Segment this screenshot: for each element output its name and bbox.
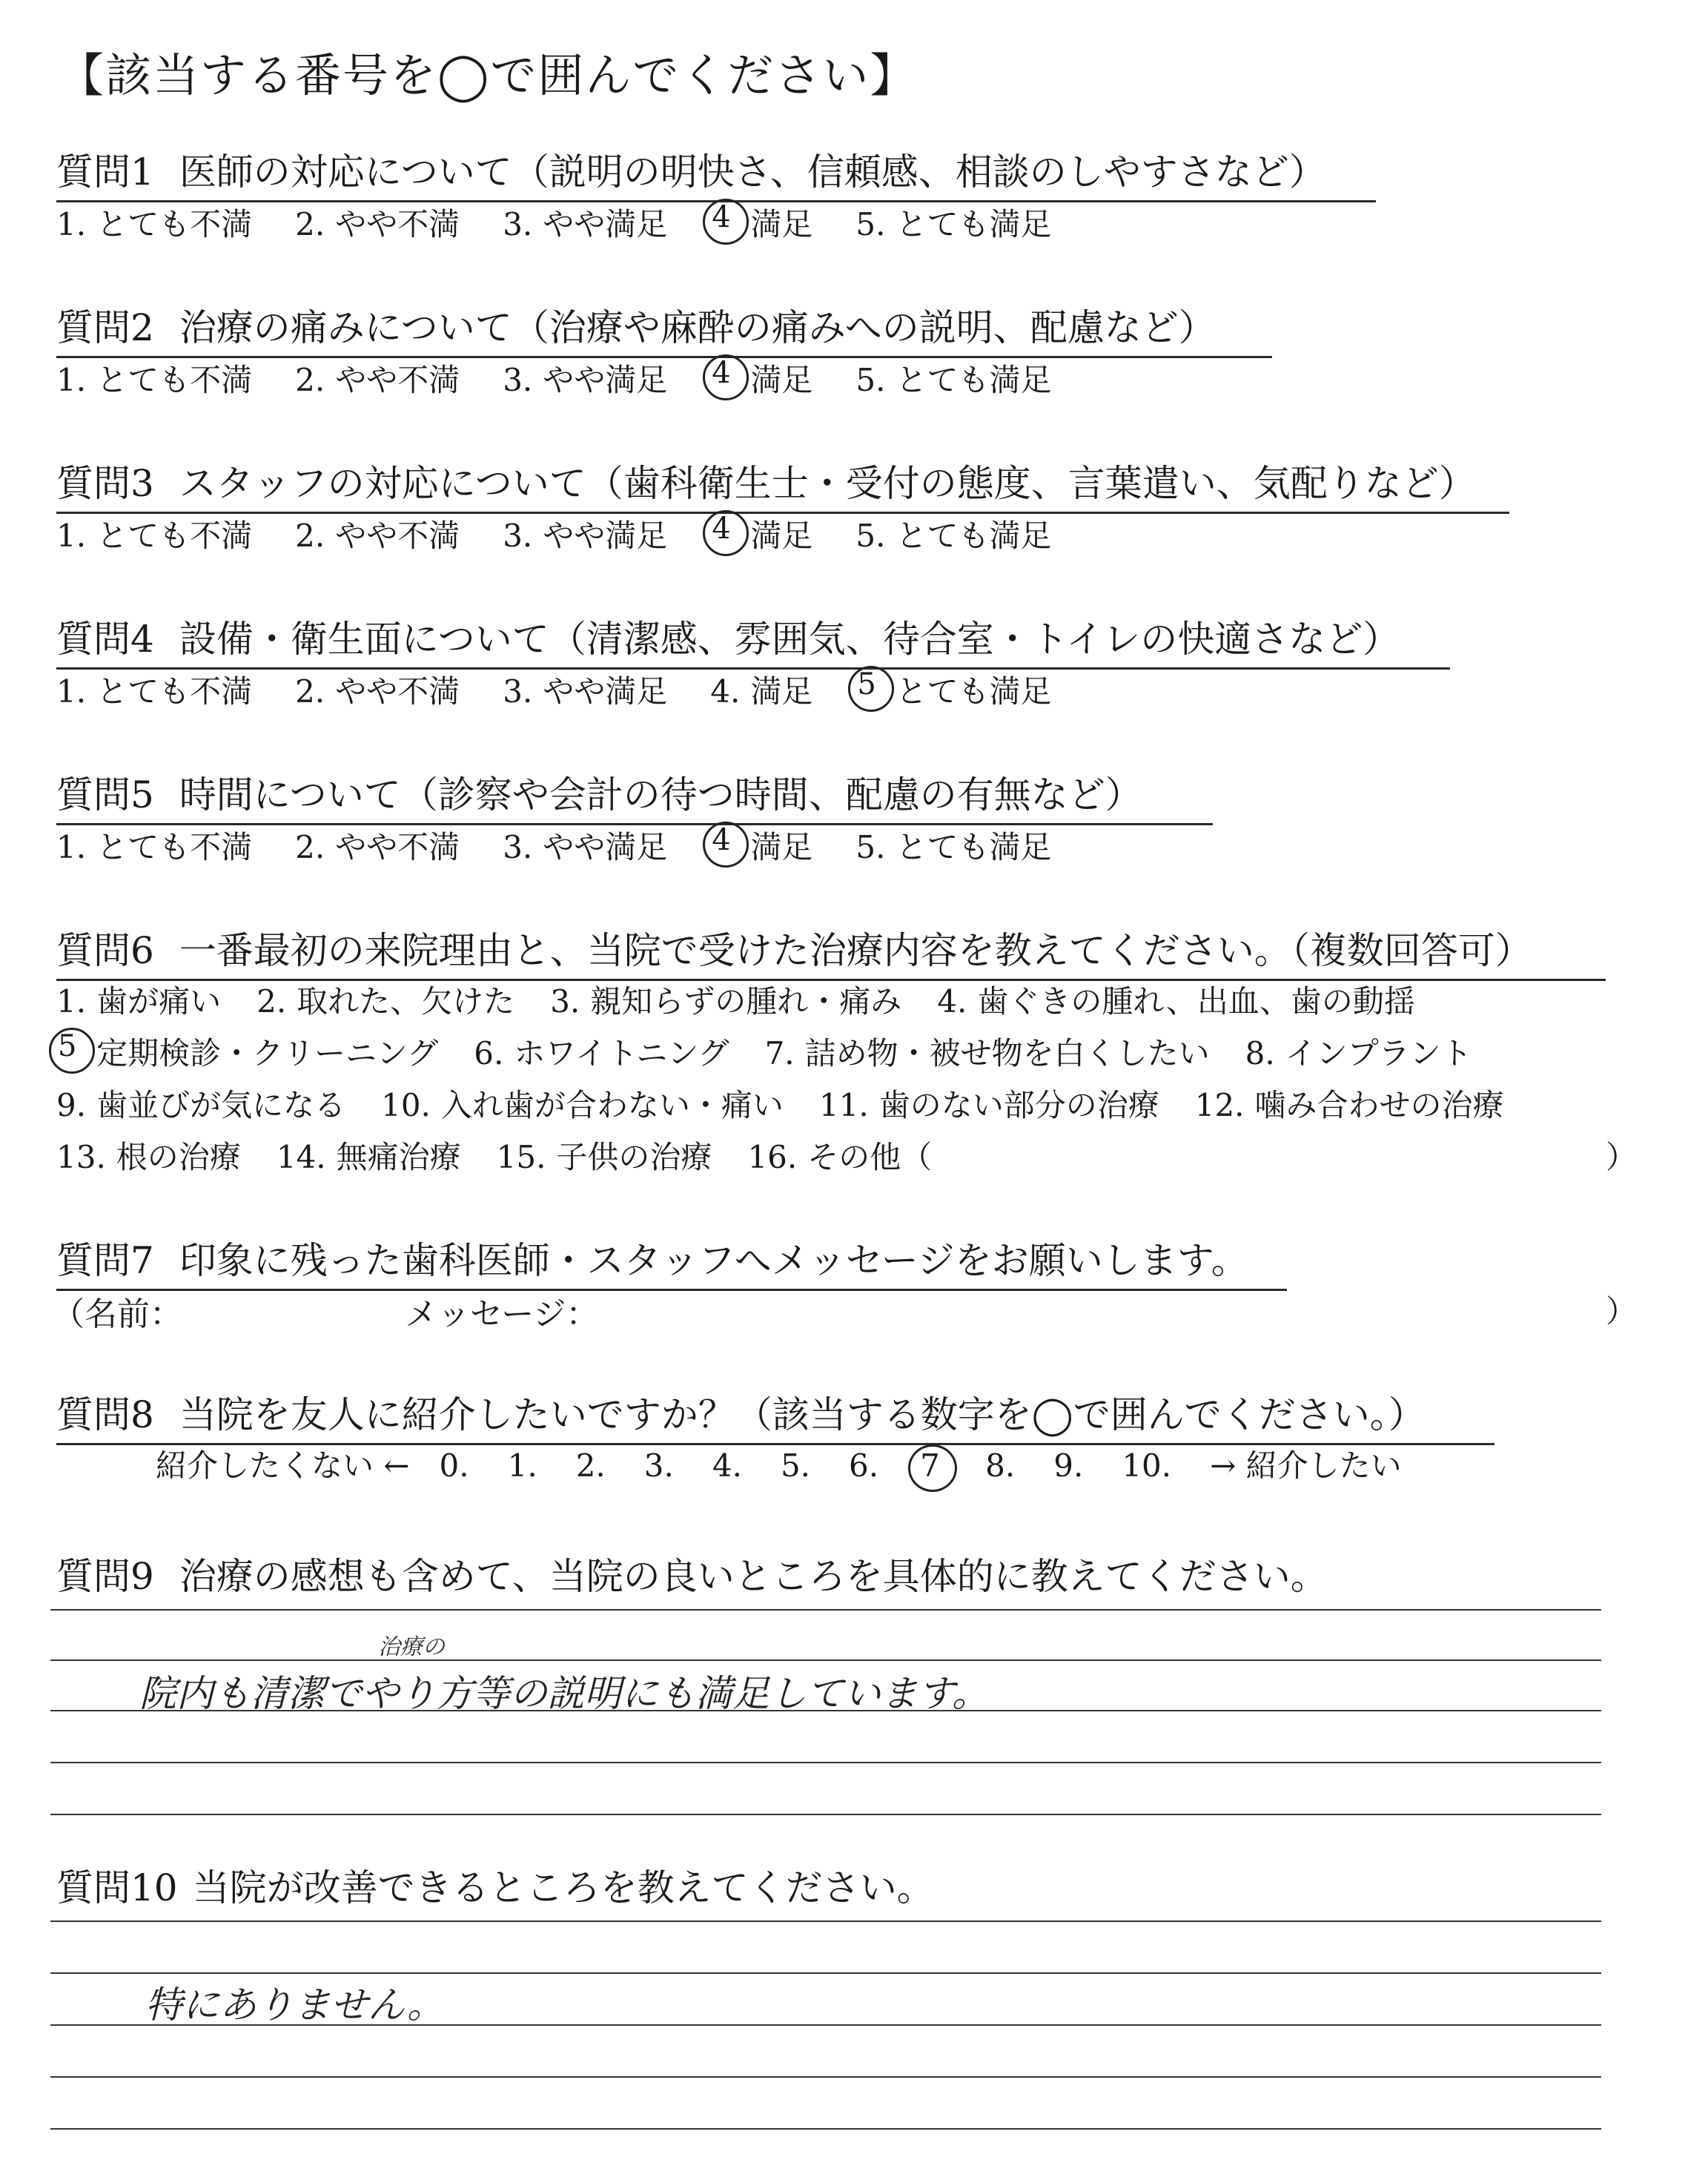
question-10-title: [56, 1858, 934, 1916]
question-number: 質問9: [56, 1555, 154, 1598]
option-label: やや満足: [543, 673, 668, 710]
option-label: 根の治療: [116, 1139, 241, 1175]
option-number: 15.: [496, 1139, 546, 1175]
question-number: 質問3: [56, 462, 154, 505]
option-5[interactable]: [855, 823, 1051, 868]
reason-option-9[interactable]: [56, 1081, 345, 1126]
option-label: その他（: [807, 1139, 933, 1175]
option-number: 6.: [474, 1035, 504, 1071]
option-number: 10.: [381, 1087, 431, 1123]
option-number: 4.: [937, 983, 967, 1020]
question-number: 質問10: [56, 1866, 178, 1909]
scale-value-8[interactable]: [985, 1447, 1015, 1484]
option-5[interactable]: [855, 667, 1051, 712]
option-label: 歯ぐきの腫れ、出血、歯の動揺: [977, 983, 1415, 1020]
answer-line: [50, 1972, 1601, 1974]
option-number: 13.: [56, 1139, 106, 1175]
question-number: 質問1: [56, 151, 154, 194]
scale-number: 5.: [780, 1447, 811, 1484]
question-number: 質問8: [56, 1393, 154, 1436]
option-number: 1.: [56, 518, 87, 554]
answer-line: [50, 1659, 1601, 1661]
option-label: やや満足: [543, 206, 668, 242]
question-6-row-3: [56, 1081, 1540, 1126]
option-label: 満足: [750, 362, 813, 398]
option-2[interactable]: [295, 200, 460, 245]
recommend-scale: [156, 1441, 1402, 1486]
question-4-options: [56, 667, 1094, 712]
question-text: 設備・衛生面について（清潔感、雰囲気、待合室・トイレの快適さなど）: [179, 618, 1400, 661]
option-3[interactable]: [503, 823, 667, 868]
option-label: 歯並びが気になる: [96, 1087, 346, 1123]
option-label: やや不満: [335, 362, 460, 398]
reason-option-1[interactable]: [56, 977, 221, 1022]
option-label: 歯が痛い: [96, 983, 222, 1020]
question-text: 時間について（診察や会計の待つ時間、配慮の有無など）: [179, 773, 1142, 816]
option-label: やや満足: [543, 829, 668, 865]
reason-option-12[interactable]: [1195, 1081, 1504, 1126]
option-number: 4.: [710, 673, 741, 710]
scale-left-label: 紹介したくない ←: [156, 1447, 410, 1484]
option-2[interactable]: [295, 667, 460, 712]
option-4[interactable]: [710, 512, 812, 556]
circled-number: 5: [857, 667, 876, 701]
question-text: 医師の対応について（説明の明快さ、信頼感、相談のしやすさなど）: [179, 151, 1326, 194]
option-label: 定期検診・クリーニング: [96, 1035, 439, 1071]
question-number: 質問4: [56, 618, 154, 661]
option-number: 5.: [855, 829, 886, 865]
scale-number: 0.: [439, 1447, 469, 1484]
option-1[interactable]: [56, 667, 252, 712]
option-number: 3.: [503, 518, 533, 554]
scale-number: 2.: [575, 1447, 606, 1484]
question-2-title: [56, 298, 1272, 358]
option-number: 1.: [56, 206, 87, 242]
option-number: 3.: [503, 206, 533, 242]
option-label: とても満足: [896, 362, 1052, 398]
question-8-title: [56, 1385, 1494, 1445]
circled-number: 4: [712, 823, 731, 857]
option-3[interactable]: [503, 667, 667, 712]
option-label: 噛み合わせの治療: [1254, 1087, 1504, 1123]
question-1-options: [56, 200, 1094, 245]
option-number: 7.: [764, 1035, 795, 1071]
option-number: 1.: [56, 983, 87, 1020]
question-6-title: [56, 921, 1606, 981]
option-label: とても満足: [896, 829, 1052, 865]
option-number: 2.: [295, 518, 325, 554]
answer-line: [50, 1920, 1601, 1922]
circled-number: 4: [712, 512, 731, 546]
scale-value-9[interactable]: [1053, 1447, 1083, 1484]
scale-value-1[interactable]: [508, 1447, 537, 1484]
name-label: （名前：: [52, 1295, 182, 1333]
option-number: 1.: [56, 829, 87, 865]
option-number: 14.: [276, 1139, 326, 1175]
option-number: 8.: [1245, 1035, 1275, 1071]
option-number: 16.: [747, 1139, 798, 1175]
page-header: 【該当する番号を◯で囲んでください】: [58, 48, 918, 102]
scale-number: 8.: [985, 1447, 1016, 1484]
option-4[interactable]: [710, 200, 812, 245]
question-text: 一番最初の来院理由と、当院で受けた治療内容を教えてください。（複数回答可）: [179, 929, 1532, 972]
option-number: 5.: [855, 206, 886, 242]
option-label: とても満足: [896, 673, 1052, 710]
reason-option-10[interactable]: [381, 1081, 784, 1126]
reason-option-14[interactable]: [277, 1133, 461, 1178]
option-label: とても満足: [896, 206, 1052, 242]
option-1[interactable]: [56, 200, 252, 245]
option-3[interactable]: [503, 512, 667, 556]
option-2[interactable]: [295, 823, 460, 868]
handwritten-insert-note: 治療の: [378, 1634, 445, 1660]
circled-number: 7: [920, 1447, 940, 1484]
scale-value-10[interactable]: [1122, 1447, 1171, 1484]
question-3-title: [56, 454, 1509, 514]
reason-option-8[interactable]: [1245, 1029, 1472, 1074]
question-2-options: [56, 356, 1094, 400]
option-label: やや不満: [335, 518, 460, 554]
option-1[interactable]: [56, 356, 252, 400]
option-label: 満足: [750, 206, 813, 242]
scale-number: 9.: [1053, 1447, 1084, 1484]
option-label: とても不満: [96, 362, 253, 398]
handwritten-answer-q10: 特にありません。: [145, 1984, 444, 2027]
scale-number: 6.: [849, 1447, 879, 1484]
option-label: 子供の治療: [556, 1139, 712, 1175]
reason-option-4[interactable]: [937, 977, 1415, 1022]
question-text: 印象に残った歯科医師・スタッフへメッセージをお願いします。: [179, 1239, 1248, 1282]
question-text: 当院を友人に紹介したいですか？（該当する数字を◯で囲んでください。）: [179, 1393, 1426, 1436]
option-number: 2.: [256, 983, 287, 1020]
option-number: 5.: [855, 518, 886, 554]
reason-option-3[interactable]: [550, 977, 901, 1022]
question-text: スタッフの対応について（歯科衛生士・受付の態度、言葉遣い、気配りなど）: [179, 462, 1476, 505]
circled-number: 4: [712, 200, 731, 234]
scale-value-0[interactable]: [440, 1447, 469, 1484]
circled-number: 4: [712, 356, 731, 390]
message-label: メッセージ：: [405, 1295, 599, 1333]
option-number: 2.: [295, 362, 325, 398]
option-label: 満足: [750, 829, 813, 865]
option-number: 3.: [550, 983, 580, 1020]
option-number: 2.: [295, 829, 325, 865]
question-number: 質問5: [56, 773, 154, 816]
option-5[interactable]: [855, 512, 1051, 556]
scale-value-4[interactable]: [712, 1447, 742, 1484]
option-number: 11.: [818, 1087, 869, 1123]
question-number: 質問6: [56, 929, 154, 972]
option-label: とても不満: [96, 829, 253, 865]
option-3[interactable]: [503, 200, 667, 245]
question-text: 治療の感想も含めて、当院の良いところを具体的に教えてください。: [179, 1555, 1328, 1598]
option-label: 詰め物・被せ物を白くしたい: [804, 1035, 1210, 1071]
scale-number: 1.: [507, 1447, 537, 1484]
option-label: やや満足: [543, 362, 668, 398]
question-text: 当院が改善できるところを教えてください。: [192, 1866, 934, 1909]
question-6-row-2: [56, 1029, 1508, 1074]
option-label: 入れ歯が合わない・痛い: [440, 1087, 784, 1123]
question-text: 治療の痛みについて（治療や麻酔の痛みへの説明、配慮など）: [179, 306, 1216, 349]
answer-line: [50, 2076, 1601, 2078]
option-number: 3.: [503, 829, 533, 865]
option-label: やや不満: [335, 829, 460, 865]
reason-option-2[interactable]: [256, 977, 514, 1022]
scale-right-label: → 紹介したい: [1210, 1447, 1402, 1484]
question-number: 質問7: [56, 1239, 154, 1282]
option-label: 歯のない部分の治療: [878, 1087, 1159, 1123]
question-5-title: [56, 765, 1213, 825]
option-2[interactable]: [295, 512, 460, 556]
option-5[interactable]: [855, 356, 1051, 400]
question-9-title: [56, 1547, 1328, 1605]
option-label: インプラント: [1285, 1035, 1472, 1071]
reason-option-6[interactable]: [474, 1029, 729, 1074]
option-number: 1.: [56, 673, 87, 710]
option-5[interactable]: [855, 200, 1051, 245]
circled-number: 5: [58, 1029, 77, 1063]
option-label: 親知らずの腫れ・痛み: [590, 983, 902, 1020]
option-4[interactable]: [710, 356, 812, 400]
reason-option-13[interactable]: [56, 1133, 241, 1178]
question-3-options: [56, 512, 1094, 556]
scale-number: 3.: [643, 1447, 674, 1484]
option-4[interactable]: [710, 823, 812, 868]
question-6-row-1: [56, 977, 1451, 1022]
question-7-title: [56, 1231, 1287, 1291]
question-5-options: [56, 823, 1094, 868]
answer-line: [50, 2128, 1601, 2130]
option-label: とても不満: [96, 518, 253, 554]
option-label: とても満足: [896, 518, 1052, 554]
option-number: 1.: [56, 362, 87, 398]
option-label: やや満足: [543, 518, 668, 554]
scale-number: 4.: [712, 1447, 742, 1484]
scale-number: 10.: [1122, 1447, 1172, 1484]
question-6-paren-close: ）: [1606, 1139, 1638, 1175]
option-label: とても不満: [96, 673, 253, 710]
reason-option-15[interactable]: [497, 1133, 712, 1178]
option-label: やや不満: [335, 206, 460, 242]
option-4[interactable]: [710, 667, 812, 712]
scale-value-6[interactable]: [849, 1447, 878, 1484]
question-1-title: [56, 142, 1376, 202]
answer-line: [50, 1609, 1601, 1611]
answer-line: [50, 1762, 1601, 1763]
option-label: 無痛治療: [336, 1139, 461, 1175]
question-6-row-4: [56, 1133, 967, 1178]
option-1[interactable]: [56, 512, 252, 556]
reason-option-5[interactable]: [56, 1029, 438, 1074]
reason-option-16[interactable]: [747, 1133, 932, 1178]
scale-value-3[interactable]: [644, 1447, 674, 1484]
option-number: 2.: [295, 673, 325, 710]
question-number: 質問2: [56, 306, 154, 349]
option-label: ホワイトニング: [514, 1035, 729, 1071]
option-number: 9.: [56, 1087, 87, 1123]
reason-option-11[interactable]: [819, 1081, 1159, 1126]
option-number: 3.: [503, 673, 533, 710]
question-7-fields: [52, 1287, 598, 1335]
option-label: 満足: [750, 673, 813, 710]
option-label: とても不満: [96, 206, 253, 242]
scale-value-5[interactable]: [781, 1447, 810, 1484]
handwritten-answer-q9: 院内も清潔でやり方等の説明にも満足しています。: [139, 1672, 989, 1715]
answer-line: [50, 1814, 1601, 1815]
option-3[interactable]: [503, 356, 667, 400]
option-1[interactable]: [56, 823, 252, 868]
reason-option-7[interactable]: [765, 1029, 1210, 1074]
scale-value-7[interactable]: [917, 1447, 947, 1484]
question-4-title: [56, 610, 1450, 670]
option-label: 取れた、欠けた: [297, 983, 515, 1020]
question-7-paren-close: ）: [1606, 1293, 1638, 1330]
scale-value-2[interactable]: [576, 1447, 606, 1484]
option-2[interactable]: [295, 356, 460, 400]
option-number: 3.: [503, 362, 533, 398]
option-number: 12.: [1194, 1087, 1245, 1123]
scale-values: [440, 1447, 1211, 1484]
option-label: やや不満: [335, 673, 460, 710]
option-number: 2.: [295, 206, 325, 242]
option-number: 5.: [855, 362, 886, 398]
option-label: 満足: [750, 518, 813, 554]
